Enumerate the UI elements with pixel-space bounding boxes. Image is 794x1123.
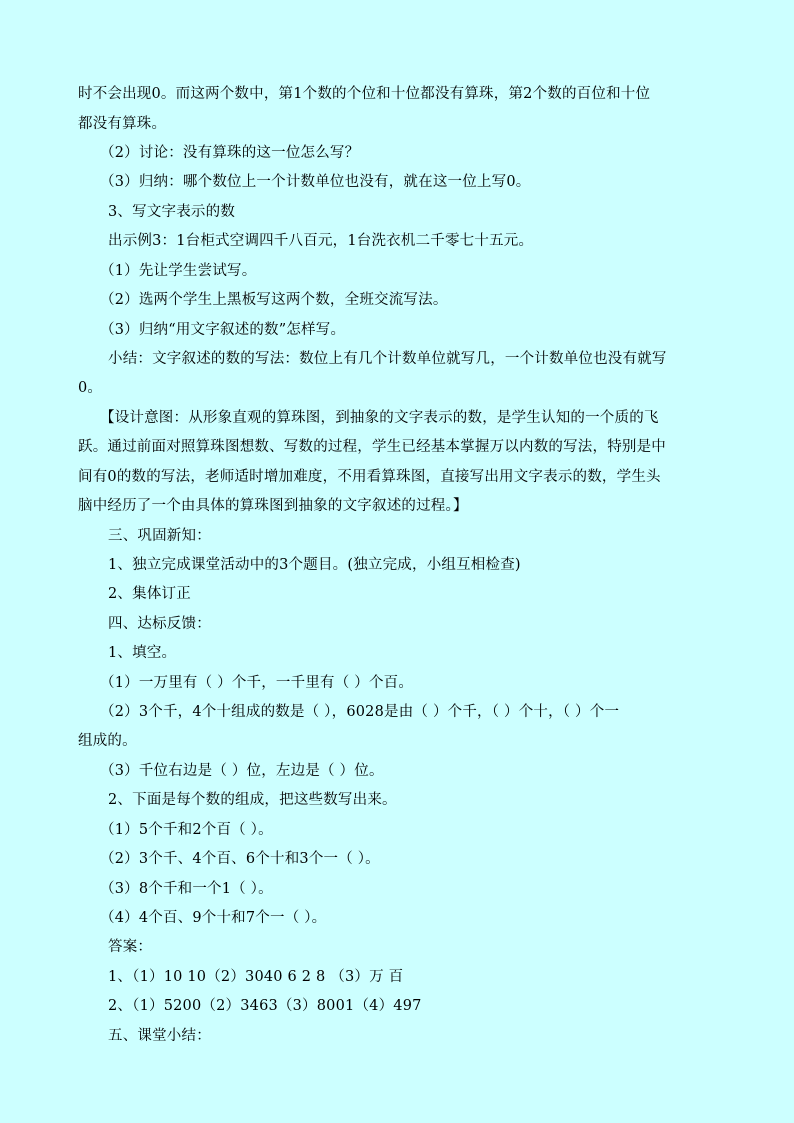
section-heading: 四、达标反馈： (108, 616, 211, 632)
exercise-item: （1）一万里有（ ）个千，一千里有（ ）个百。 (100, 675, 414, 691)
paragraph-line: 2、集体订正 (108, 586, 191, 602)
paragraph-line: 都没有算珠。 (78, 116, 167, 132)
exercise-item: （3）8个千和一个1（ ）。 (100, 881, 273, 897)
design-intent-line: 脑中经历了一个由具体的算珠图到抽象的文字叙述的过程。】 (78, 498, 468, 514)
paragraph-line: （1）先让学生尝试写。 (100, 263, 257, 279)
answer-line: 2、（1）5200（2）3463（3）8001（4）497 (108, 998, 422, 1014)
design-intent-line: 跃。通过前面对照算珠图想数、写数的过程，学生已经基本掌握万以内数的写法，特别是中 (78, 439, 666, 455)
section-heading: 五、课堂小结： (108, 1028, 211, 1044)
exercise-item: 组成的。 (78, 733, 137, 749)
design-intent-line: 间有0的数的写法，老师适时增加难度，不用看算珠图，直接写出用文字表示的数，学生头 (78, 469, 661, 485)
exercise-item: （3）千位右边是（ ）位，左边是（ ）位。 (100, 763, 384, 779)
section-heading: 3、写文字表示的数 (108, 204, 236, 220)
design-intent-line: 【设计意图：从形象直观的算珠图，到抽象的文字表示的数，是学生认知的一个质的飞 (100, 410, 659, 426)
exercise-item: （2）3个千、4个百、6个十和3个一（ ）。 (100, 851, 380, 867)
exercise-item: （4）4个百、9个十和7个一（ ）。 (100, 910, 327, 926)
paragraph-line: 出示例3：1台柜式空调四千八百元，1台洗衣机二千零七十五元。 (108, 233, 534, 249)
exercise-heading: 2、下面是每个数的组成，把这些数写出来。 (108, 792, 397, 808)
section-heading: 三、巩固新知： (108, 528, 211, 544)
answers-heading: 答案： (108, 939, 153, 955)
paragraph-line: 小结：文字叙述的数的写法：数位上有几个计数单位就写几，一个计数单位也没有就写 (108, 351, 667, 367)
paragraph-line: 0。 (78, 380, 103, 396)
exercise-item: （1）5个千和2个百（ ）。 (100, 822, 273, 838)
paragraph-line: （3）归纳：哪个数位上一个计数单位也没有，就在这一位上写0。 (100, 174, 531, 190)
paragraph-line: 时不会出现0。而这两个数中，第1个数的个位和十位都没有算珠，第2个数的百位和十位 (78, 86, 651, 102)
exercise-heading: 1、填空。 (108, 645, 177, 661)
answer-line: 1、（1）10 10（2）3040 6 2 8 （3）万 百 (108, 969, 404, 985)
paragraph-line: （2）讨论：没有算珠的这一位怎么写？ (100, 145, 360, 161)
exercise-item: （2）3个千，4个十组成的数是（ ），6028是由（ ）个千，（ ）个十，（ ）个一 (100, 704, 620, 720)
paragraph-line: （2）选两个学生上黑板写这两个数，全班交流写法。 (100, 292, 448, 308)
paragraph-line: 1、独立完成课堂活动中的3个题目。(独立完成，小组互相检查) (108, 557, 521, 573)
paragraph-line: （3）归纳“用文字叙述的数”怎样写。 (100, 322, 346, 338)
